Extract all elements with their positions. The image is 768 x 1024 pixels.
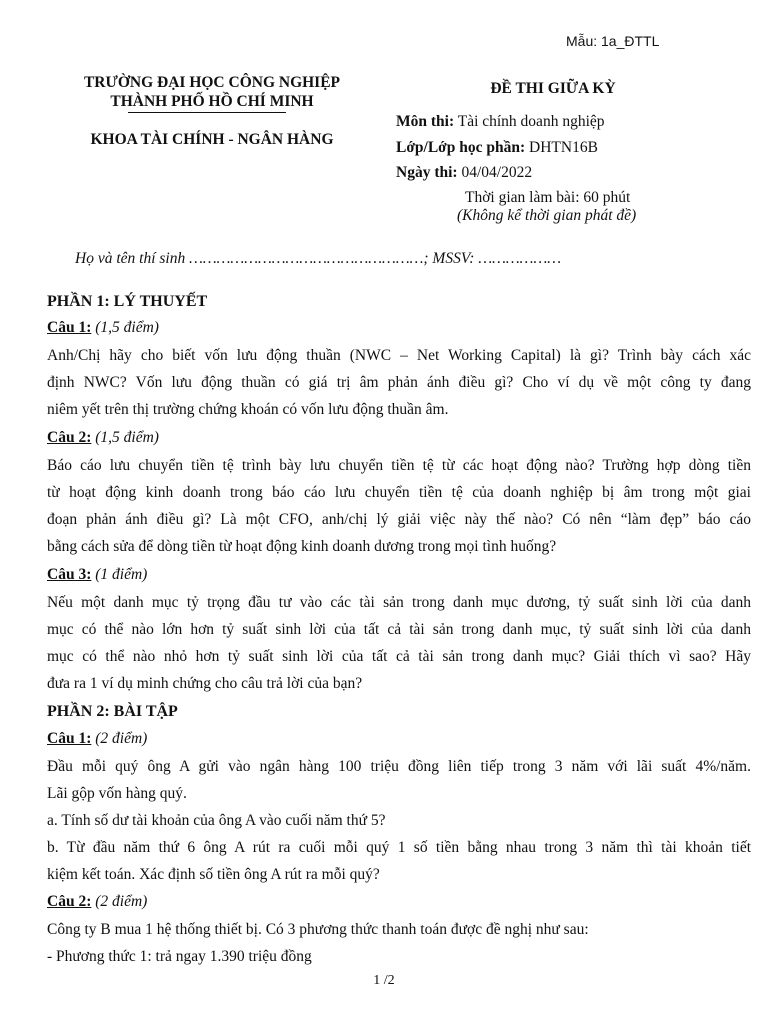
question-label: Câu 1:	[47, 319, 92, 336]
exam-subject	[396, 113, 605, 131]
university-name-line1: TRƯỜNG ĐẠI HỌC CÔNG NGHIỆP	[83, 74, 341, 91]
part1-title: PHẦN 1: LÝ THUYẾT	[47, 293, 208, 310]
subject-value: Tài chính doanh nghiệp	[454, 113, 605, 130]
text-line: mục có thể nào lớn hơn tỷ suất sinh lời của tất cả tài sản trong danh mục, tỷ suất sinh lời của danh	[47, 621, 751, 638]
text-line: định NWC? Vốn lưu động thuần có giá trị âm phản ánh điều gì? Cho ví dụ về một công ty đang	[47, 374, 751, 391]
class-value: DHTN16B	[525, 139, 598, 156]
question-points: (1 điểm)	[91, 566, 148, 583]
part1-q2-heading	[47, 429, 159, 447]
part1-q1-text	[47, 342, 751, 423]
exam-duration: Thời gian làm bài: 60 phút	[465, 189, 631, 206]
text-line: mục có thể nào nhỏ hơn tỷ suất sinh lời của tất cả tài sản trong danh mục? Giải thích vì sao? Hãy	[47, 648, 751, 665]
text-line: Anh/Chị hãy cho biết vốn lưu động thuần (NWC – Net Working Capital) là gì? Trình bày cách xác	[47, 347, 751, 364]
part2-q2-heading	[47, 893, 147, 911]
question-points: (2 điểm)	[91, 893, 148, 910]
part2-q1-heading	[47, 730, 147, 748]
question-points: (2 điểm)	[91, 730, 148, 747]
part2-q1-text	[47, 753, 751, 888]
form-code: Mẫu: 1a_ĐTTL	[566, 33, 660, 49]
question-label: Câu 1:	[47, 730, 92, 747]
part2-q2-text	[47, 916, 751, 970]
class-label: Lớp/Lớp học phần:	[396, 139, 526, 156]
text-line: bằng cách sửa để dòng tiền từ hoạt động kinh doanh dương trong mọi tình huống?	[47, 538, 557, 555]
text-line: Công ty B mua 1 hệ thống thiết bị. Có 3 phương thức thanh toán được đề nghị như sau:	[47, 921, 589, 938]
text-line: đoạn phản ánh điều gì? Là một CFO, anh/chị lý giải việc này thế nào? Có nên “làm đẹp” báo cáo	[47, 511, 751, 528]
part1-q3-text	[47, 589, 751, 697]
text-line: - Phương thức 1: trả ngay 1.390 triệu đồng	[47, 948, 312, 965]
page-number: 1 /2	[373, 973, 395, 988]
exam-duration-note: (Không kể thời gian phát đề)	[457, 207, 637, 224]
text-line: Đầu mỗi quý ông A gửi vào ngân hàng 100 triệu đồng liên tiếp trong 3 năm với lãi suất 4%/năm.	[47, 758, 751, 775]
text-line: kiệm kết toán. Xác định số tiền ông A rút ra mỗi quý?	[47, 866, 380, 883]
text-line: từ hoạt động kinh doanh trong báo cáo lưu chuyển tiền tệ của doanh nghiệp bị âm trong một giai	[47, 484, 751, 501]
student-info-line: Họ và tên thí sinh ……………………………………………; MSSV: ………………	[75, 250, 562, 267]
text-line: Lãi gộp vốn hàng quý.	[47, 785, 187, 802]
exam-title: ĐỀ THI GIỮA KỲ	[490, 80, 616, 97]
date-value: 04/04/2022	[457, 164, 533, 181]
part2-title: PHẦN 2: BÀI TẬP	[47, 703, 178, 720]
text-line: b. Từ đầu năm thứ 6 ông A rút ra cuối mỗi quý 1 số tiền bằng nhau trong 3 năm thì tài khoản tiết	[47, 839, 751, 856]
university-name-line2: THÀNH PHỐ HỒ CHÍ MINH	[110, 93, 314, 110]
text-line: Nếu một danh mục tỷ trọng đầu tư vào các tài sản trong danh mục dương, tỷ suất sinh lời của danh	[47, 594, 751, 611]
question-label: Câu 3:	[47, 566, 92, 583]
text-line: đưa ra 1 ví dụ minh chứng cho câu trả lời của bạn?	[47, 675, 363, 692]
part1-q1-heading	[47, 319, 159, 337]
subject-label: Môn thi:	[396, 113, 455, 130]
question-label: Câu 2:	[47, 429, 92, 446]
question-label: Câu 2:	[47, 893, 92, 910]
text-line: niêm yết trên thị trường chứng khoán có vốn lưu động thuần âm.	[47, 401, 449, 418]
date-label: Ngày thi:	[396, 164, 458, 181]
faculty-name: KHOA TÀI CHÍNH - NGÂN HÀNG	[90, 131, 334, 148]
part1-q2-text	[47, 452, 751, 560]
question-points: (1,5 điểm)	[91, 319, 159, 336]
question-points: (1,5 điểm)	[91, 429, 159, 446]
header-underline	[128, 112, 286, 113]
text-line: a. Tính số dư tài khoản của ông A vào cuối năm thứ 5?	[47, 812, 386, 829]
exam-class	[396, 139, 598, 157]
part1-q3-heading	[47, 566, 147, 584]
text-line: Báo cáo lưu chuyển tiền tệ trình bày lưu chuyển tiền tệ từ các hoạt động nào? Trường hợp dòng tiền	[47, 457, 751, 474]
exam-date	[396, 164, 532, 182]
